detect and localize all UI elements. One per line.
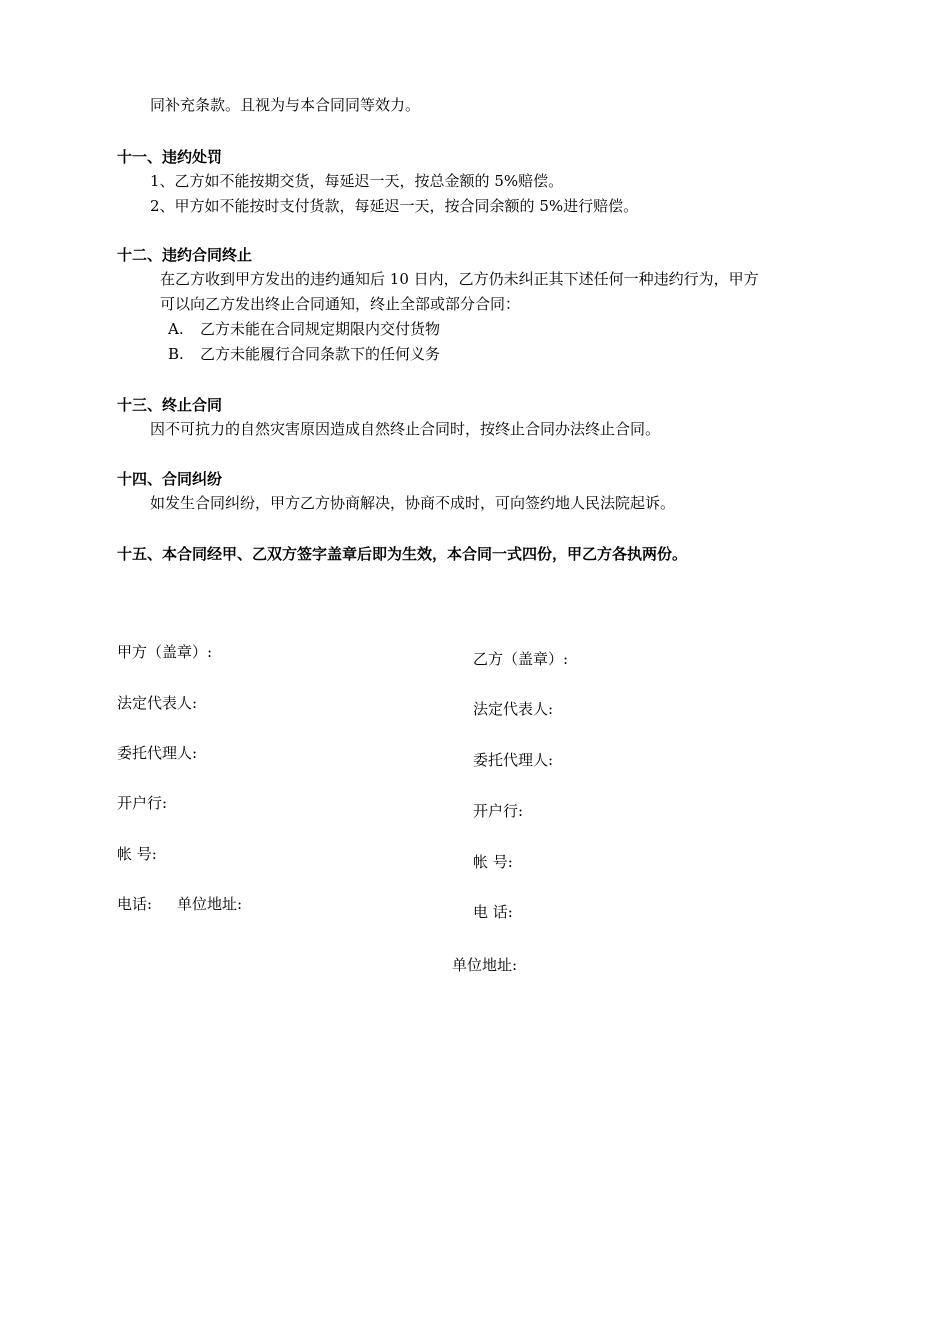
- party-a-seal-label: 甲方（盖章）:: [117, 643, 213, 661]
- party-b-seal-label: 乙方（盖章）:: [473, 650, 569, 668]
- party-b-agent-label: 委托代理人:: [473, 751, 554, 769]
- section-12-option-a-text: 乙方未能在合同规定期限内交付货物: [200, 320, 441, 338]
- party-b-phone-label: 电 话:: [473, 903, 513, 921]
- section-11-heading: 十一、违约处罚: [117, 148, 223, 166]
- section-15-heading: 十五、本合同经甲、乙双方签字盖章后即为生效，本合同一式四份，甲乙方各执两份。: [117, 545, 688, 563]
- party-a-legal-rep-label: 法定代表人:: [117, 694, 198, 712]
- party-b-address-label: 单位地址:: [452, 956, 518, 974]
- section-12-option-b-text: 乙方未能履行合同条款下的任何义务: [200, 345, 441, 363]
- party-a-account-label: 帐 号:: [117, 845, 157, 863]
- section-14-body: 如发生合同纠纷，甲方乙方协商解决，协商不成时，可向签约地人民法院起诉。: [150, 494, 676, 512]
- party-b-legal-rep-label: 法定代表人:: [473, 700, 554, 718]
- party-b-account-label: 帐 号:: [473, 853, 513, 871]
- section-11-item-2: 2、甲方如不能按时支付货款，每延迟一天，按合同余额的 5%进行赔偿。: [150, 197, 639, 215]
- party-a-bank-label: 开户行:: [117, 794, 168, 812]
- section-14-heading: 十四、合同纠纷: [117, 470, 223, 488]
- party-a-phone-label: 电话:: [117, 895, 153, 913]
- section-12-option-a-marker: A.: [168, 320, 184, 338]
- party-a-address-label: 单位地址:: [177, 895, 243, 913]
- section-12-para-line-2: 可以向乙方发出终止合同通知，终止全部或部分合同：: [160, 295, 521, 313]
- section-12-heading: 十二、违约合同终止: [117, 246, 253, 264]
- section-13-body: 因不可抗力的自然灾害原因造成自然终止合同时，按终止合同办法终止合同。: [150, 420, 661, 438]
- section-13-heading: 十三、终止合同: [117, 396, 223, 414]
- party-b-bank-label: 开户行:: [473, 802, 524, 820]
- party-a-agent-label: 委托代理人:: [117, 744, 198, 762]
- section-11-item-1: 1、乙方如不能按期交货，每延迟一天，按总金额的 5%赔偿。: [150, 172, 564, 190]
- section-12-para-line-1: 在乙方收到甲方发出的违约通知后 10 日内，乙方仍未纠正其下述任何一种违约行为，甲方: [160, 270, 759, 288]
- intro-line: 同补充条款。且视为与本合同同等效力。: [150, 96, 421, 114]
- section-12-option-b-marker: B.: [168, 345, 184, 363]
